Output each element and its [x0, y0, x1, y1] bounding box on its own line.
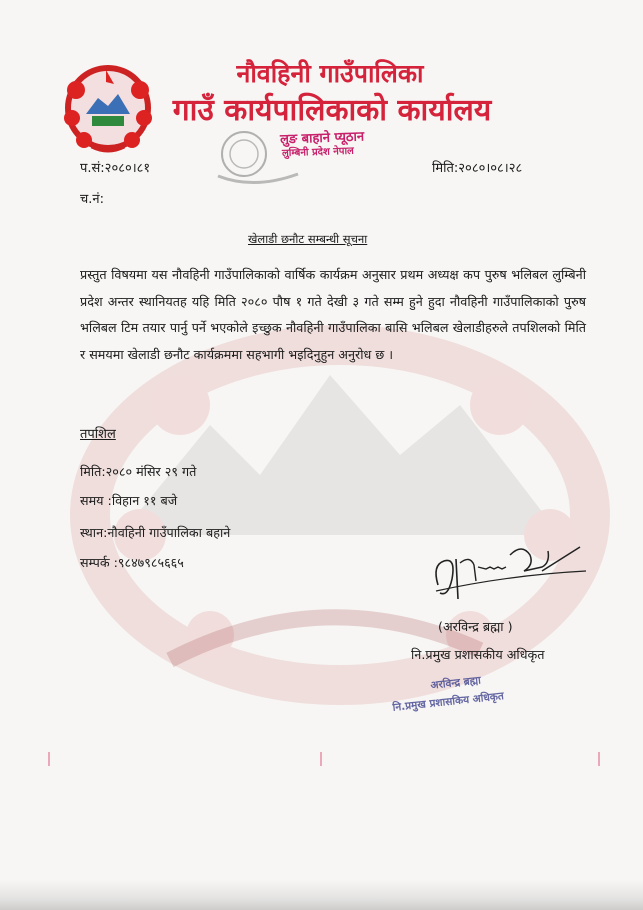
- location-line-1: लुङ बाहाने प्यूठान: [279, 129, 365, 148]
- dispatch-number: च.नं:: [80, 192, 104, 207]
- location-line-2: लुम्बिनी प्रदेश नेपाल: [281, 145, 355, 160]
- details-heading: तपशिल: [80, 427, 116, 442]
- municipality-name: नौवहिनी गाउँपालिका: [236, 59, 424, 88]
- detail-time: समय :विहान ११ बजे: [80, 493, 178, 508]
- notice-subject: खेलाडी छनौट सम्बन्धी सूचना: [248, 232, 368, 246]
- issue-date: मिति:२०८०।०८।२८: [432, 161, 523, 176]
- notice-body: प्रस्तुत विषयमा यस नौवहिनी गाउँपालिकाको वार्षिक कार्यक्रम अनुसार प्रथम अध्यक्ष कप पुरुष भलिबल लुम्बिनी प्रदेश अन्तर स्थानियतह यहि मिति २०८० पौष १ गते देखी ३ गते सम्म हुने हुदा नौवहिनी गाउँपालिकाको पुरुष भलिबल टिम तयार पार्नु पर्ने भएकोले इच्छुक नौवहिनी गाउँपालिका बासि भलिबल खेलाडीहरुले तपशिलको मिति र समयमा खेलाडी छनौट कार्यक्रममा सहभागी भइदिनुहुन अनुरोध छ ।: [80, 267, 586, 362]
- detail-contact: सम्पर्क :९८४७९८५६६५: [80, 555, 184, 570]
- scan-mark-right: [598, 752, 600, 766]
- detail-date: मिति:२०८० मंसिर २९ गते: [80, 464, 197, 479]
- reference-number: प.सं:२०८०।८१: [80, 161, 151, 176]
- detail-place: स्थान:नौवहिनी गाउँपालिका बहाने: [80, 525, 231, 540]
- scan-mark-left: [48, 752, 50, 766]
- emblem-logo: [62, 60, 154, 156]
- scan-bottom-band: [0, 880, 643, 910]
- stamp-name: अरविन्द्र ब्रह्मा: [429, 674, 482, 692]
- handwritten-signature: [430, 535, 590, 607]
- office-name: गाउँ कार्यपालिकाको कार्यालय: [172, 93, 492, 128]
- signatory-title: नि.प्रमुख प्रशासकीय अधिकृत: [411, 647, 545, 662]
- scan-mark-center: [320, 752, 322, 766]
- signatory-name: (अरविन्द्र ब्रह्मा ): [438, 619, 513, 634]
- stamp-title: नि.प्रमुख प्रशासकिय अधिकृत: [392, 690, 505, 714]
